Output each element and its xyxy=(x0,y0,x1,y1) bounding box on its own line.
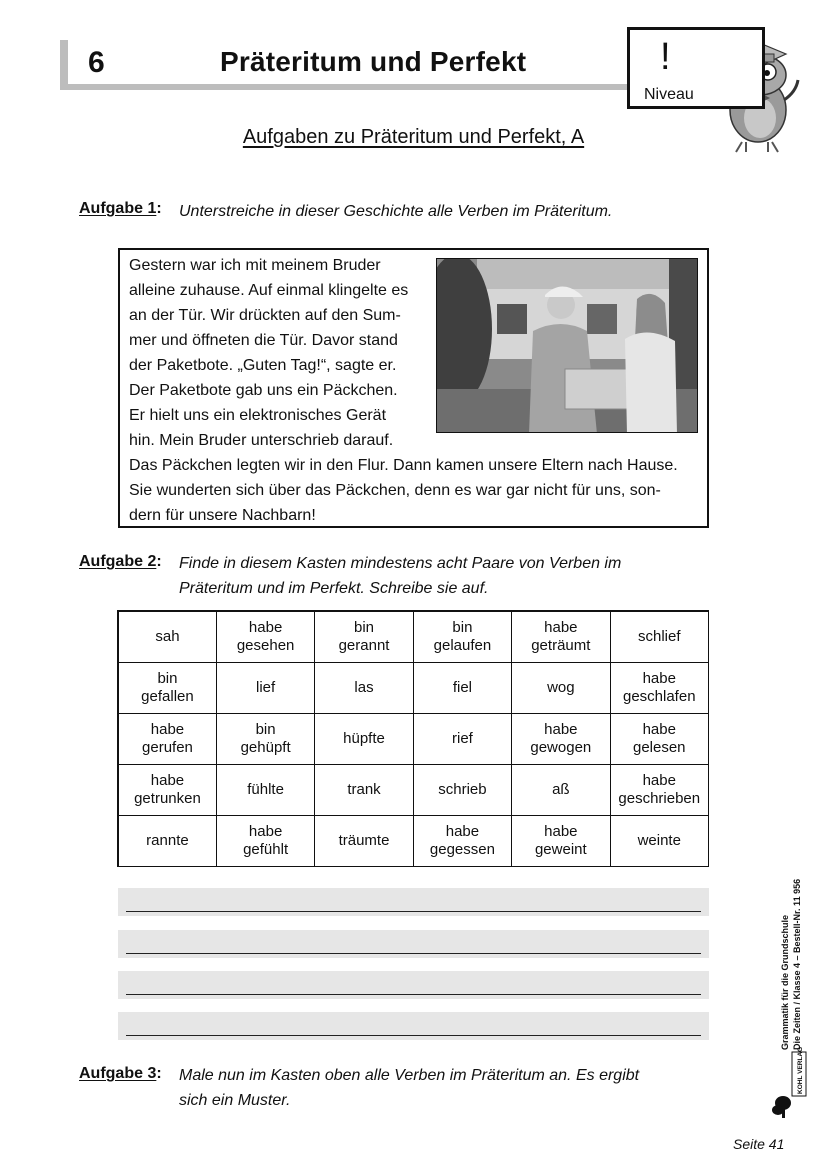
task3-instruction-line1: Male nun im Kasten oben alle Verben im Präteritum an. Es ergibt xyxy=(179,1067,640,1084)
verb-cell-text: geschlafen xyxy=(622,687,696,705)
verb-cell-text: trank xyxy=(347,780,381,798)
verb-cell[interactable] xyxy=(118,764,216,815)
verb-cell-text: rannte xyxy=(146,831,189,849)
verb-cell[interactable] xyxy=(315,611,413,662)
verb-cell[interactable] xyxy=(315,713,413,764)
publisher-logo-icon xyxy=(772,1096,791,1118)
header-accent-left xyxy=(60,40,68,90)
verb-cell-text: weinte xyxy=(637,831,681,849)
verb-cell-text: lief xyxy=(256,678,276,696)
task2-label: Aufgabe 2 xyxy=(79,553,157,570)
verb-cell[interactable] xyxy=(512,662,610,713)
verb-cell[interactable] xyxy=(512,611,610,662)
verb-cell-text: gegessen xyxy=(429,840,495,858)
story-line: hin. Mein Bruder unterschrieb darauf. xyxy=(129,432,394,449)
verb-cell[interactable] xyxy=(216,611,314,662)
story-line: Sie wunderten sich über das Päckchen, denn es war gar nicht für uns, son- xyxy=(129,482,661,499)
writing-line[interactable] xyxy=(118,1012,709,1040)
task3-heading xyxy=(79,1065,162,1083)
story-line: alleine zuhause. Auf einmal klingelte es xyxy=(129,282,409,299)
verb-cell-text: habe xyxy=(544,618,578,636)
verb-cell-text: las xyxy=(354,678,374,696)
verb-grid-row xyxy=(118,815,709,866)
verb-cell[interactable] xyxy=(315,662,413,713)
verb-grid-row xyxy=(118,713,709,764)
verb-cell-text: aß xyxy=(552,780,570,798)
verb-cell[interactable] xyxy=(413,611,511,662)
verb-cell[interactable] xyxy=(512,713,610,764)
verb-grid-row xyxy=(118,611,709,662)
verb-cell-text: schlief xyxy=(638,627,681,645)
story-line: Er hielt uns ein elektronisches Gerät xyxy=(129,407,387,424)
task3-instruction xyxy=(179,1063,639,1113)
task2-instruction-line2: Präteritum und im Perfekt. Schreibe sie auf. xyxy=(179,580,489,597)
worksheet-subtitle: Aufgaben zu Präteritum und Perfekt, A xyxy=(242,126,585,148)
verb-cell-text: geschrieben xyxy=(618,789,701,807)
verb-cell[interactable] xyxy=(315,764,413,815)
verb-cell[interactable] xyxy=(610,611,708,662)
task2-instruction xyxy=(179,551,621,601)
verb-grid xyxy=(117,610,709,867)
publisher-name: KOHL VERLAG xyxy=(797,1046,804,1094)
page-title: Präteritum und Perfekt xyxy=(220,46,527,77)
verb-cell-text: fiel xyxy=(452,678,473,696)
verb-cell-text: geträumt xyxy=(531,636,591,654)
verb-cell[interactable] xyxy=(610,662,708,713)
task1-colon: : xyxy=(156,200,162,217)
publisher-side-info xyxy=(760,820,820,1120)
task3-colon: : xyxy=(156,1065,162,1082)
side-info-line2: Die Zeiten / Klasse 4 – Bestell-Nr. 11 956 xyxy=(792,878,802,1050)
verb-cell-text: fühlte xyxy=(247,780,284,798)
task1-instruction: Unterstreiche in dieser Geschichte alle Verben im Präteritum. xyxy=(179,203,613,220)
verb-cell-text: gehüpft xyxy=(240,738,291,756)
verb-cell-text: habe xyxy=(544,822,578,840)
page-number: Seite 41 xyxy=(733,1136,785,1152)
verb-cell-text: habe xyxy=(150,771,185,789)
verb-cell[interactable] xyxy=(413,713,511,764)
verb-cell[interactable] xyxy=(118,611,216,662)
verb-cell-text: geweint xyxy=(534,840,587,858)
verb-cell[interactable] xyxy=(610,815,708,866)
chapter-header xyxy=(60,40,645,90)
verb-cell-text: habe xyxy=(248,822,283,840)
exclamation-icon: ! xyxy=(660,36,671,78)
verb-cell-text: sah xyxy=(155,627,180,645)
verb-cell-text: gefallen xyxy=(141,687,194,705)
verb-cell-text: gerannt xyxy=(338,636,390,654)
task2-colon: : xyxy=(156,553,162,570)
writing-line[interactable] xyxy=(118,971,709,999)
verb-cell-text: gelesen xyxy=(632,738,686,756)
verb-cell[interactable] xyxy=(413,662,511,713)
verb-cell-text: bin xyxy=(157,669,178,687)
verb-cell[interactable] xyxy=(512,815,610,866)
story-line: Das Päckchen legten wir in den Flur. Dann kamen unsere Eltern nach Hause. xyxy=(129,457,678,474)
verb-cell-text: getrunken xyxy=(134,789,201,807)
niveau-box xyxy=(627,27,765,109)
verb-cell-text: bin xyxy=(354,618,375,636)
verb-cell-text: habe xyxy=(642,669,676,687)
verb-cell[interactable] xyxy=(610,713,708,764)
verb-cell-text: habe xyxy=(445,822,480,840)
verb-cell[interactable] xyxy=(216,764,314,815)
verb-cell-text: habe xyxy=(642,720,676,738)
verb-cell[interactable] xyxy=(118,713,216,764)
story-line: dern für unsere Nachbarn! xyxy=(129,507,316,524)
side-info-line1: Grammatik für die Grundschule xyxy=(780,914,790,1050)
writing-line[interactable] xyxy=(118,930,709,958)
chapter-number: 6 xyxy=(88,46,105,79)
verb-cell-text: habe xyxy=(642,771,676,789)
verb-cell[interactable] xyxy=(610,764,708,815)
writing-line[interactable] xyxy=(118,888,709,916)
verb-cell[interactable] xyxy=(216,815,314,866)
verb-cell-text: gelaufen xyxy=(433,636,492,654)
verb-cell[interactable] xyxy=(216,713,314,764)
story-line: mer und öffneten die Tür. Davor stand xyxy=(129,332,398,349)
delivery-photo xyxy=(436,258,698,433)
verb-cell-text: gefühlt xyxy=(243,840,289,858)
verb-cell[interactable] xyxy=(118,662,216,713)
verb-cell-text: habe xyxy=(544,720,578,738)
verb-cell[interactable] xyxy=(216,662,314,713)
task2-heading xyxy=(79,553,162,571)
verb-cell-text: habe xyxy=(150,720,185,738)
story-line: an der Tür. Wir drückten auf den Sum- xyxy=(129,307,401,324)
task1-heading xyxy=(79,200,162,218)
verb-cell-text: rief xyxy=(452,729,473,747)
story-line: der Paketbote. „Guten Tag!“, sagte er. xyxy=(129,357,397,374)
story-line: Gestern war ich mit meinem Bruder xyxy=(129,257,381,274)
verb-cell[interactable] xyxy=(413,764,511,815)
verb-cell-text: bin xyxy=(452,618,473,636)
verb-grid-row xyxy=(118,764,709,815)
verb-cell-text: wog xyxy=(547,678,575,696)
verb-cell-text: hüpfte xyxy=(343,729,385,747)
verb-cell-text: träumte xyxy=(338,831,390,849)
verb-cell-text: schrieb xyxy=(438,780,487,798)
verb-cell-text: gesehen xyxy=(236,636,295,654)
verb-cell-text: habe xyxy=(248,618,283,636)
verb-cell[interactable] xyxy=(118,815,216,866)
verb-cell[interactable] xyxy=(315,815,413,866)
verb-cell[interactable] xyxy=(512,764,610,815)
verb-cell-text: gerufen xyxy=(142,738,193,756)
verb-cell-text: gewogen xyxy=(530,738,592,756)
task3-label: Aufgabe 3 xyxy=(79,1065,157,1082)
niveau-label: Niveau xyxy=(644,86,694,103)
header-accent-bottom xyxy=(60,84,645,90)
verb-grid-row xyxy=(118,662,709,713)
task2-instruction-line1: Finde in diesem Kasten mindestens acht Paare von Verben im xyxy=(179,555,622,572)
verb-cell-text: bin xyxy=(255,720,276,738)
verb-cell[interactable] xyxy=(413,815,511,866)
task1-label: Aufgabe 1 xyxy=(79,200,157,217)
story-line: Der Paketbote gab uns ein Päckchen. xyxy=(129,382,398,399)
task3-instruction-line2: sich ein Muster. xyxy=(179,1092,291,1109)
